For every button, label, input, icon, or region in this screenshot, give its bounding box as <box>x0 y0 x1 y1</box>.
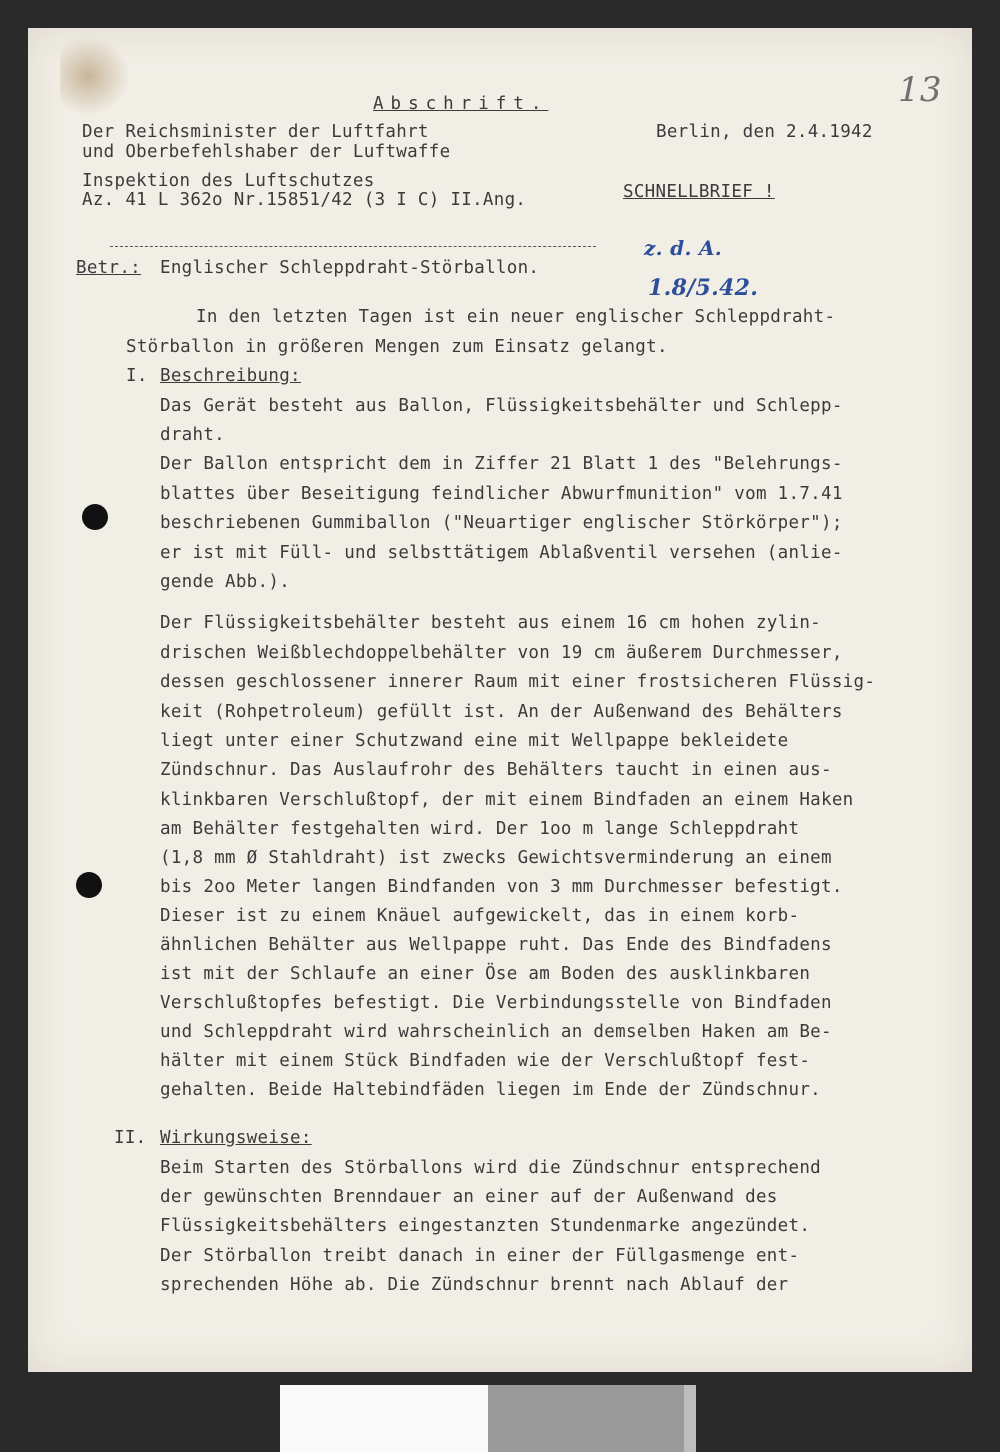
section-2-heading: Wirkungsweise: <box>160 1128 312 1148</box>
section-1-line: gehalten. Beide Haltebindfäden liegen im Ende der Zündschnur. <box>160 1080 821 1100</box>
section-1-line: hälter mit einem Stück Bindfaden wie der Verschlußtopf fest- <box>160 1051 811 1071</box>
punch-hole-bottom <box>76 872 102 898</box>
section-1-line: Verschlußtopfes befestigt. Die Verbindungsstelle von Bindfaden <box>160 993 832 1013</box>
section-1-line: Dieser ist zu einem Knäuel aufgewickelt, das in einem korb- <box>160 906 800 926</box>
section-1-line: draht. <box>160 425 226 445</box>
document-title: Abschrift. <box>373 94 549 114</box>
section-1-line: Zündschnur. Das Auslaufrohr des Behälters taucht in einen aus- <box>160 760 832 780</box>
section-2-line: der gewünschten Brenndauer an einer auf der Außenwand des <box>160 1187 778 1207</box>
section-1-line: er ist mit Füll- und selbsttätigem Ablaßventil versehen (anlie- <box>160 543 843 563</box>
subject-text: Englischer Schleppdraht-Störballon. <box>160 258 540 278</box>
sender-line-1: Der Reichsminister der Luftfahrt <box>82 122 429 142</box>
header-divider <box>110 246 596 247</box>
document-page <box>28 28 972 1372</box>
section-1-heading: Beschreibung: <box>160 366 301 386</box>
section-2-line: Der Störballon treibt danach in einer der Füllgasmenge ent- <box>160 1246 800 1266</box>
section-1-line: und Schleppdraht wird wahrscheinlich an demselben Haken am Be- <box>160 1022 832 1042</box>
handwritten-annotation-2: 1.8/5.42. <box>648 275 759 301</box>
section-2-line: Flüssigkeitsbehälters eingestanzten Stundenmarke angezündet. <box>160 1216 811 1236</box>
section-1-line: (1,8 mm Ø Stahldraht) ist zwecks Gewichtsverminderung an einem <box>160 848 832 868</box>
section-1-line: ist mit der Schlaufe an einer Öse am Boden des ausklinkbaren <box>160 964 811 984</box>
section-1-line: Der Flüssigkeitsbehälter besteht aus einem 16 cm hohen zylin- <box>160 613 821 633</box>
section-1-line: drischen Weißblechdoppelbehälter von 19 cm äußerem Durchmesser, <box>160 643 843 663</box>
section-1-line: bis 2oo Meter langen Bindfanden von 3 mm Durchmesser befestigt. <box>160 877 843 897</box>
section-1-line: beschriebenen Gummiballon ("Neuartiger englischer Störkörper"); <box>160 513 843 533</box>
scan-calibration-strip <box>280 1385 696 1452</box>
reference-number: Az. 41 L 362o Nr.15851/42 (3 I C) II.Ang. <box>82 190 527 210</box>
punch-hole-top <box>82 504 108 530</box>
intro-line: In den letzten Tagen ist ein neuer englischer Schleppdraht- <box>196 307 836 327</box>
section-1-line: dessen geschlossener innerer Raum mit einer frostsicheren Flüssig- <box>160 672 876 692</box>
section-1-line: liegt unter einer Schutzwand eine mit Wellpappe bekleidete <box>160 731 789 751</box>
calibration-gray <box>488 1385 696 1452</box>
calibration-white <box>280 1385 488 1452</box>
intro-line: Störballon in größeren Mengen zum Einsatz gelangt. <box>126 337 668 357</box>
section-2-line: Beim Starten des Störballons wird die Zündschnur entsprechend <box>160 1158 821 1178</box>
section-1-line: keit (Rohpetroleum) gefüllt ist. An der Außenwand des Behälters <box>160 702 843 722</box>
subject-label: Betr.: <box>76 258 142 278</box>
section-1-line: klinkbaren Verschlußtopf, der mit einem Bindfaden an einem Haken <box>160 790 854 810</box>
section-2-number: II. <box>114 1128 147 1148</box>
page-number: 13 <box>898 70 942 110</box>
section-1-line: blattes über Beseitigung feindlicher Abwurfmunition" vom 1.7.41 <box>160 484 843 504</box>
place-date: Berlin, den 2.4.1942 <box>656 122 873 142</box>
section-2-line: sprechenden Höhe ab. Die Zündschnur brennt nach Ablauf der <box>160 1275 789 1295</box>
urgency-mark: SCHNELLBRIEF ! <box>623 182 775 202</box>
section-1-line: am Behälter festgehalten wird. Der 1oo m lange Schleppdraht <box>160 819 800 839</box>
handwritten-annotation-1: z. d. A. <box>644 236 723 260</box>
department: Inspektion des Luftschutzes <box>82 171 375 191</box>
calibration-light-gray <box>684 1385 696 1452</box>
section-1-number: I. <box>126 366 148 386</box>
section-1-line: Das Gerät besteht aus Ballon, Flüssigkeitsbehälter und Schlepp- <box>160 396 843 416</box>
section-1-line: ähnlichen Behälter aus Wellpappe ruht. Das Ende des Bindfadens <box>160 935 832 955</box>
paper-stain <box>60 36 130 116</box>
section-1-line: Der Ballon entspricht dem in Ziffer 21 Blatt 1 des "Belehrungs- <box>160 454 843 474</box>
sender-line-2: und Oberbefehlshaber der Luftwaffe <box>82 142 451 162</box>
section-1-line: gende Abb.). <box>160 572 291 592</box>
